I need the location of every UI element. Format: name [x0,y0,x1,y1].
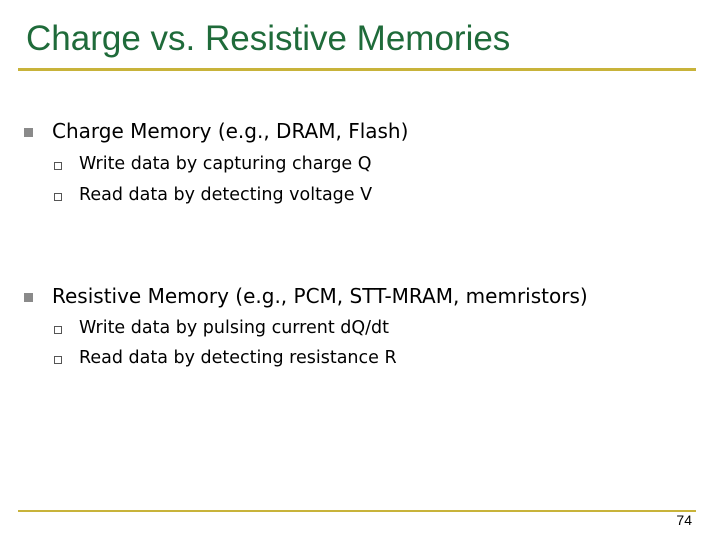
sub-bullet-text: Read data by detecting voltage V [79,185,373,205]
bullet-text: Resistive Memory (e.g., PCM, STT-MRAM, memristors) [52,284,588,308]
bullet-text: Charge Memory (e.g., DRAM, Flash) [52,119,409,143]
footer-divider [18,510,696,512]
hollow-square-bullet-icon [54,162,62,170]
sub-bullet-write-charge [79,154,372,174]
hollow-square-bullet-icon [54,356,62,364]
sub-bullet-read-voltage [79,185,372,205]
hollow-square-bullet-icon [54,193,62,201]
title-divider [18,68,696,71]
page-number: 74 [676,512,692,528]
square-bullet-icon [24,293,33,302]
sub-bullet-read-resistance [79,348,397,368]
bullet-resistive-memory [52,284,588,308]
hollow-square-bullet-icon [54,326,62,334]
square-bullet-icon [24,128,33,137]
bullet-charge-memory [52,119,408,143]
sub-bullet-text: Write data by pulsing current dQ/dt [79,318,390,338]
sub-bullet-text: Write data by capturing charge Q [79,154,372,174]
slide-title: Charge vs. Resistive Memories [26,19,511,58]
sub-bullet-text: Read data by detecting resistance R [79,348,397,368]
sub-bullet-write-current [79,318,389,338]
